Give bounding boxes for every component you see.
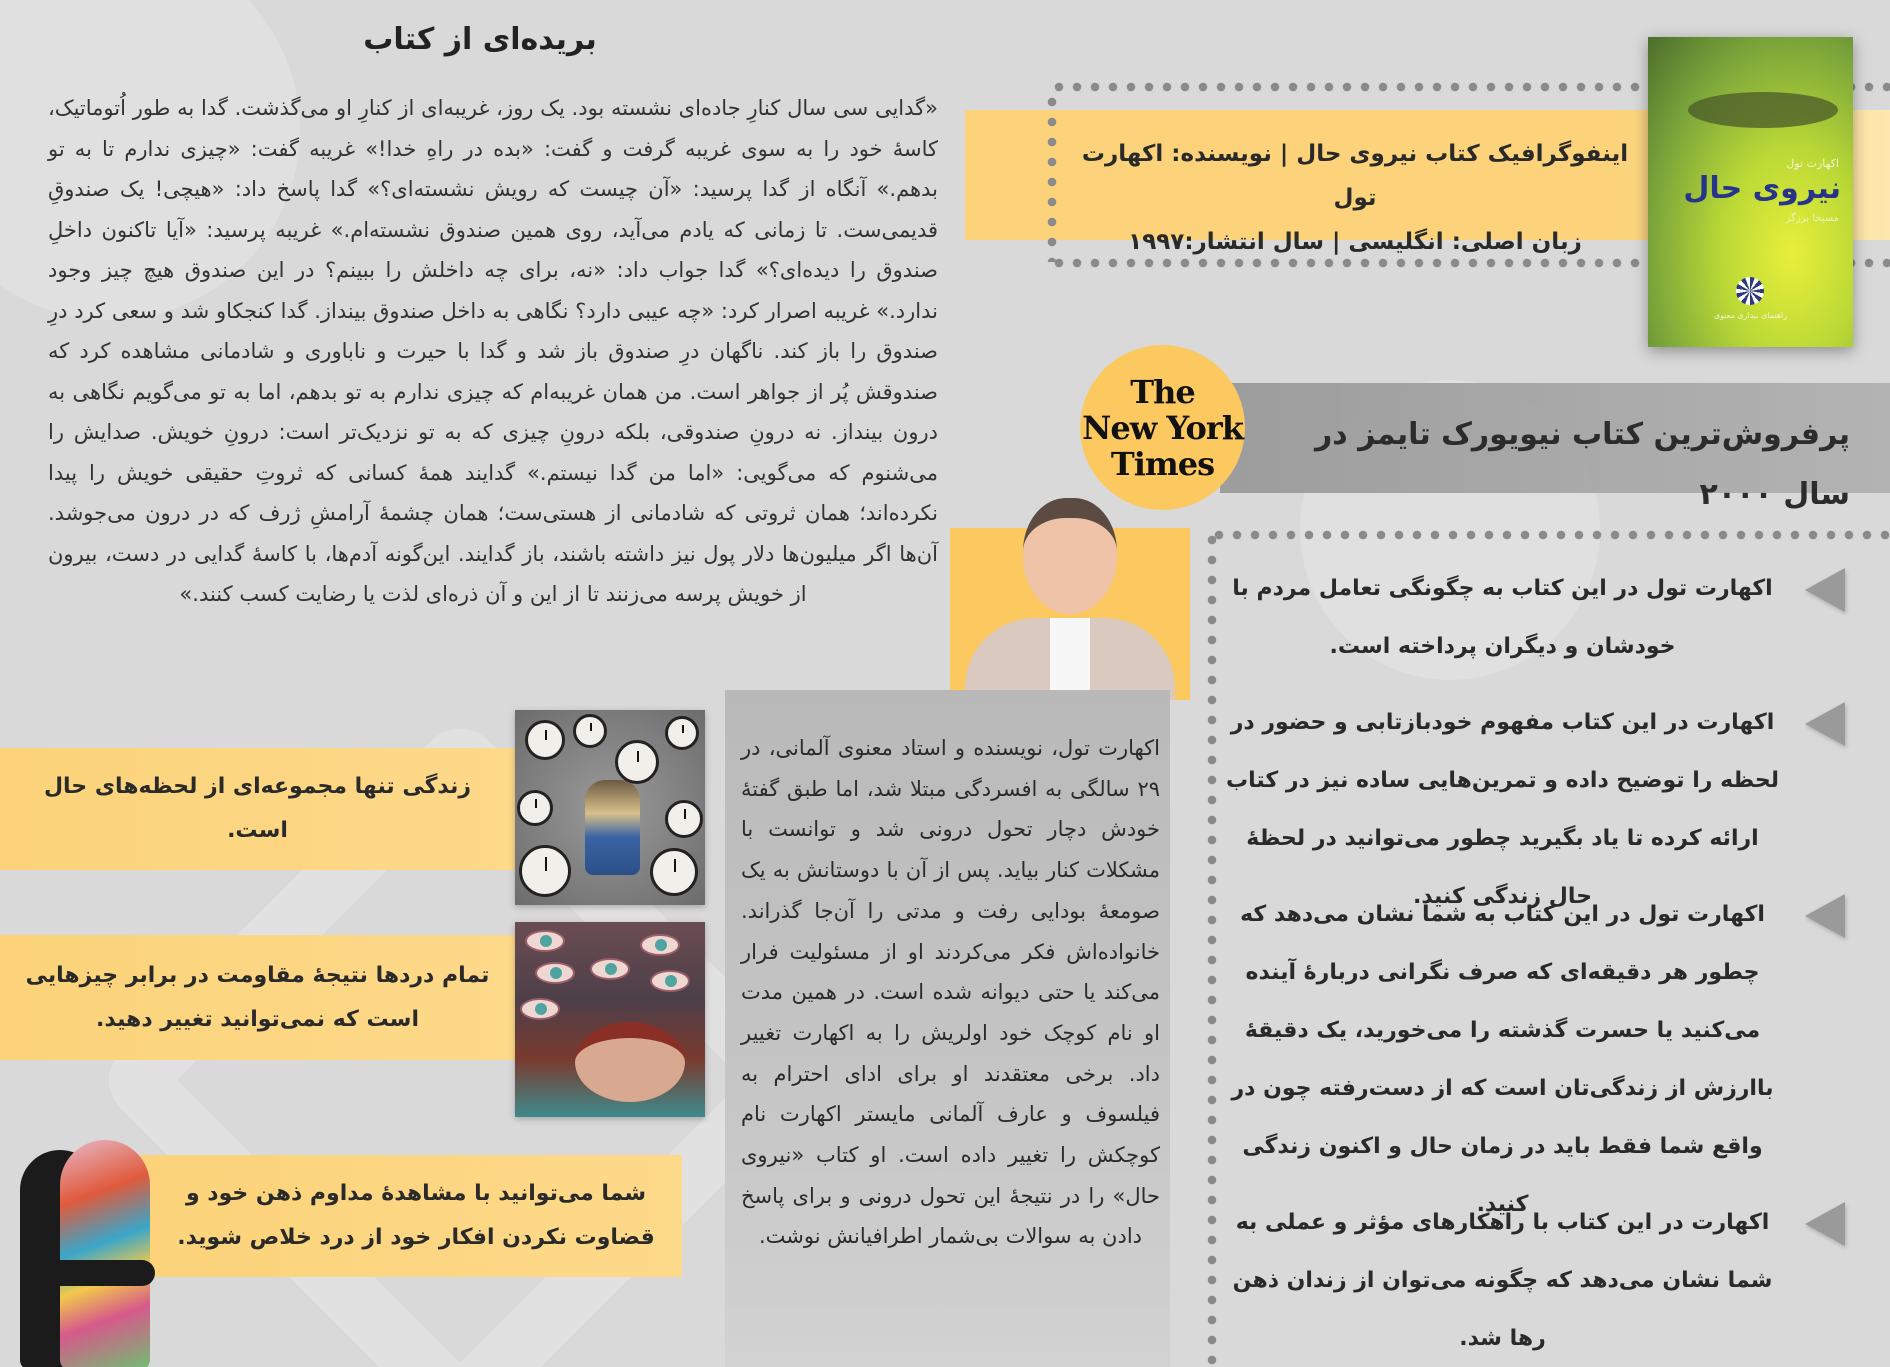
- cover-author: اکهارت تول: [1786, 157, 1839, 170]
- quote-text: تمام دردها نتیجهٔ مقاومت در برابر چیزهایی است که نمی‌توانید تغییر دهید.: [25, 962, 490, 1032]
- book-info-language-year: زبان اصلی: انگلیسی | سال انتشار:۱۹۹۷: [1128, 229, 1582, 255]
- key-point-text: اکهارت در این کتاب با راهکارهای مؤثر و عملی به شما نشان می‌دهد که چگونه می‌توان از زندان ذهن رها شد.: [1232, 1210, 1773, 1351]
- embracing-figures-illustration: [0, 1130, 165, 1367]
- author-portrait: [955, 490, 1185, 700]
- key-point-text: اکهارت تول در این کتاب به شما نشان می‌دهد که چطور هر دقیقه‌ای که صرف نگرانی دربارهٔ آینده می‌کنید یا حسرت گذشته را می‌خورید، یک دقیقهٔ باارزش از زندگی‌تان است که از دست‌رفته چون در واقع شما فقط باید در زمان حال و اکنون زندگی کنید.: [1231, 902, 1774, 1217]
- author-bio-box: [725, 690, 1170, 1367]
- clock-icon: [525, 720, 565, 760]
- clock-icon: [573, 714, 607, 748]
- portrait-shirt: [1050, 618, 1090, 700]
- nyt-logo-line: The: [1130, 372, 1195, 411]
- cover-title: نیروی حال: [1683, 171, 1841, 206]
- quote-banner: [0, 935, 515, 1060]
- sitting-figure: [585, 780, 640, 875]
- clock-icon: [615, 740, 659, 784]
- bullets-dotted-border-top: [1210, 530, 1890, 540]
- portrait-head: [1023, 498, 1117, 614]
- book-info-title-author: اینفوگرافیک کتاب نیروی حال | نویسنده: اکهارت تول: [1081, 141, 1629, 211]
- key-point: [1225, 560, 1845, 676]
- cover-publisher: راهنمای بیداری معنوی: [1713, 311, 1788, 320]
- eye-icon: [640, 934, 680, 956]
- book-info: [1065, 132, 1645, 264]
- bullets-dotted-border-left: [1207, 530, 1217, 1367]
- quote-text: شما می‌توانید با مشاهدهٔ مداوم ذهن خود و قضاوت نکردن افکار خود از درد خلاص شوید.: [177, 1181, 655, 1250]
- embracing-arm: [25, 1260, 155, 1286]
- nyt-logo-line: New York: [1082, 408, 1243, 447]
- eye-icon: [590, 958, 630, 980]
- clock-icon: [665, 716, 699, 750]
- quote-banner: [130, 1155, 682, 1277]
- excerpt-title: بریده‌ای از کتاب: [363, 22, 597, 57]
- author-bio-text: اکهارت تول، نویسنده و استاد معنوی آلمانی، در ۲۹ سالگی به افسردگی مبتلا شد، اما طبق گفتهٔ خودش دچار تحول درونی شد و توانست با مشکلات کنار بیاید. پس از آن با دوستانش به یک صومعهٔ بودایی رفت و مدتی را آن‌جا گذراند. خانواده‌اش فکر می‌کردند او از مسئولیت فرار می‌کند یا حتی دیوانه شده است. در همین مدت او نام کوچک خود اولریش را به اکهارت تغییر داد. برخی معتقدند او برای ادای احترام به فیلسوف و عارف آلمانی مایستر اکهارت نام کوچکش را تغییر داده است. او کتاب «نیروی حال» را در نتیجهٔ این تحول درونی و برای پاسخ دادن به سوالات بی‌شمار اطرافیانش نوشت.: [741, 736, 1160, 1249]
- clock-icon: [517, 790, 553, 826]
- clock-icon: [519, 845, 571, 897]
- cover-translator: مسیحا برزگر: [1785, 213, 1839, 224]
- dotted-border-left: [1047, 92, 1057, 262]
- cover-eye-graphic: [1688, 92, 1838, 128]
- colorful-figure: [60, 1140, 150, 1367]
- key-point: [1225, 1194, 1845, 1367]
- publisher-logo-icon: [1736, 277, 1764, 305]
- bullet-triangle-icon: [1805, 894, 1845, 938]
- eye-icon: [650, 970, 690, 992]
- bullet-triangle-icon: [1805, 1202, 1845, 1246]
- eye-icon: [525, 930, 565, 952]
- clock-icon: [665, 800, 703, 838]
- eye-icon: [535, 962, 575, 984]
- bullet-triangle-icon: [1805, 568, 1845, 612]
- clocks-illustration: [515, 710, 705, 905]
- book-cover-image: [1648, 37, 1853, 347]
- key-point: [1225, 886, 1845, 1234]
- eyes-illustration: [515, 922, 705, 1117]
- key-point-text: اکهارت در این کتاب مفهوم خودبازتابی و حضور در لحظه را توضیح داده و تمرین‌هایی ساده نیز در کتاب ارائه کرده تا یاد بگیرید چطور می‌توانید در لحظهٔ حال زندگی کنید.: [1226, 710, 1779, 909]
- clock-icon: [650, 848, 698, 896]
- bestseller-heading: پرفروش‌ترین کتاب نیویورک تایمز در سال ۲۰۰۰: [1315, 417, 1850, 512]
- bullet-triangle-icon: [1805, 702, 1845, 746]
- nyt-logo-badge: [1080, 345, 1245, 510]
- quote-text: زندگی تنها مجموعه‌ای از لحظه‌های حال است.: [43, 774, 472, 843]
- nyt-logo-line: Times: [1110, 444, 1215, 483]
- quote-banner: [0, 748, 515, 870]
- excerpt-body: «گدایی سی سال کنارِ جاده‌ای نشسته بود. یک روز، غریبه‌ای از کنارِ او می‌گذشت. گدا به طور اُتوماتیک، کاسهٔ خود را به سوی غریبه گرفت و گفت: «بده در راهِ خدا!» غریبه گفت: «چیزی ندارم تا به تو بدهم.» آنگاه از گدا پرسید: «آن چیست که رویش نشسته‌ای؟» گدا پاسخ داد: «هیچی! یک صندوقِ قدیمی‌ست. تا زمانی که یادم می‌آید، روی همین صندوق نشسته‌ام.» غریبه پرسید: «آیا تاکنون داخلِ صندوق را دیده‌ای؟» گدا جواب داد: «نه، برای چه داخلش را ببینم؟ در این صندوق هیچ چیز وجود ندارد.» غریبه اصرار کرد: «چه عیبی دارد؟ نگاهی به داخل صندوق بینداز. گدا کنجکاو شد و سعی کرد درِ صندوق را باز کند. ناگهان درِ صندوق باز شد و گدا با حیرت و ناباوری و شادمانی مشاهده کرد که صندوقش پُر از جواهر است. من همان غریبه‌ام که چیزی ندارم به تو بدهم، اما به تو می‌گویم نگاهی به درون بینداز. نه درونِ صندوقی، بلکه درونِ چیزی که به تو نزدیک‌تر است: درونِ خویش. صدایش را می‌شنوم که می‌گویی: «اما من گدا نیستم.» گدایند همهٔ کسانی که ثروتِ حقیقی خویش را پیدا نکرده‌اند؛ همان ثروتی که شادمانی از هستی‌ست؛ همان چشمهٔ آرامشِ ژرف که در درون می‌جوشد. آن‌ها اگر میلیون‌ها دلار پول نیز داشته باشند، باز گدایند. این‌گونه آدم‌ها، با کاسهٔ گدایی در دست، بیرون از خویش پرسه می‌زنند تا از این و آن ذره‌ای لذت یا رضایت کسب کنند.»: [48, 96, 938, 606]
- eye-icon: [520, 998, 560, 1020]
- woman-face: [575, 1022, 685, 1102]
- key-point-text: اکهارت تول در این کتاب به چگونگی تعامل مردم با خودشان و دیگران پرداخته است.: [1232, 576, 1773, 659]
